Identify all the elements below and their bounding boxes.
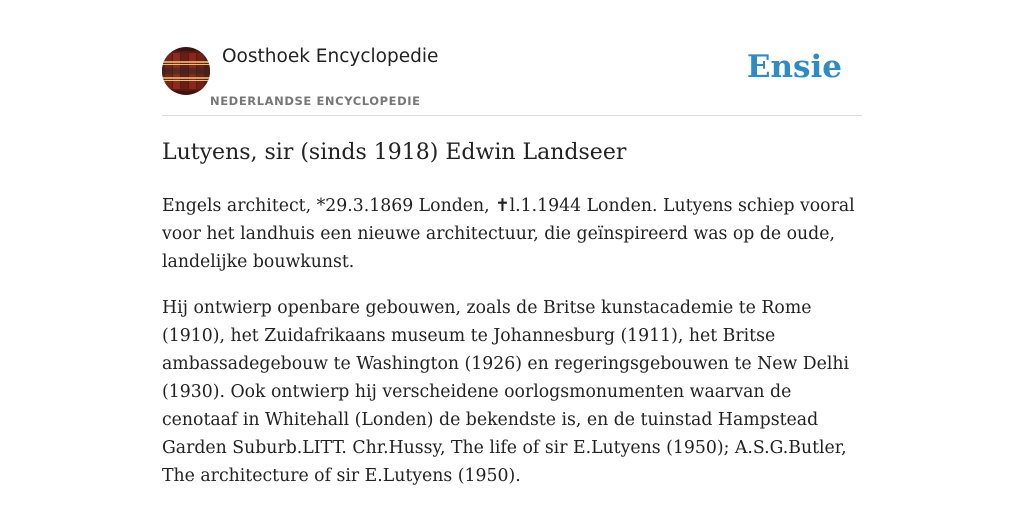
header-divider — [162, 115, 862, 116]
site-subtitle: NEDERLANDSE ENCYCLOPEDIE — [210, 94, 421, 108]
article-title: Lutyens, sir (sinds 1918) Edwin Landseer — [162, 140, 627, 165]
site-title[interactable]: Oosthoek Encyclopedie — [222, 46, 439, 67]
brand-logo[interactable]: Ensie — [746, 49, 842, 85]
article-paragraph-2: Hij ontwierp openbare gebouwen, zoals de Britse kunstacademie te Rome (1910), het Zuidafrikaans museum te Johannesburg (1911), het Britse ambassadegebouw te Washington (1926) en regeringsgebouwen te New Delhi (1930). Ook ontwierp hij verscheidene oorlogsmonumenten waarvan de cenotaaf in Whitehall (Londen) de bekendste is, en de tuinstad Hampstead Garden Suburb.LITT. Chr.Hussy, The life of sir E.Lutyens (1950); A.S.G.Butler, The architecture of sir E.Lutyens (1950). — [162, 298, 849, 486]
article-paragraph-1: Engels architect, *29.3.1869 Londen, ✝l.1.1944 Londen. Lutyens schiep vooral voor het landhuis een nieuwe architectuur, die geïnspireerd was op de oude, landelijke bouwkunst. — [162, 196, 855, 272]
article-body — [162, 192, 862, 508]
encyclopedia-books-icon — [162, 47, 210, 95]
avatar[interactable] — [162, 47, 210, 95]
